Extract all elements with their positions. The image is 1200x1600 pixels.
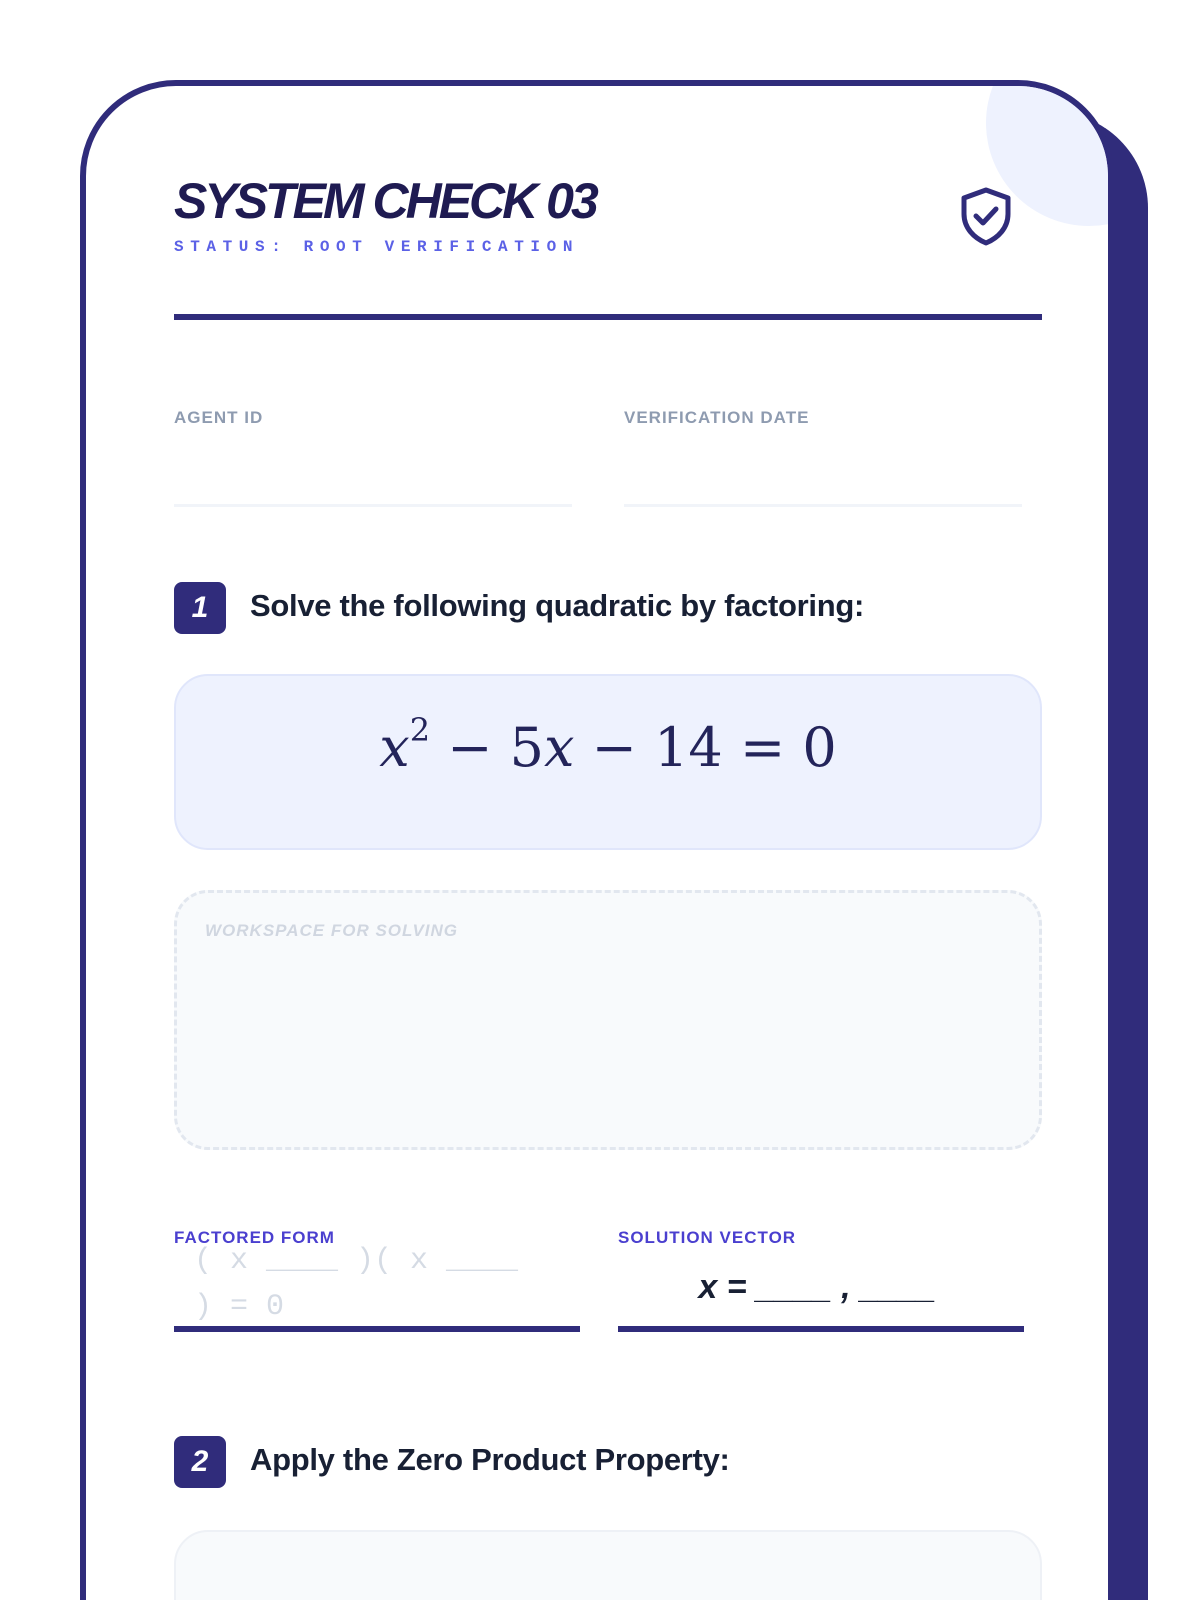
header-divider (174, 314, 1042, 320)
worksheet-card (80, 80, 1114, 1600)
equation-box (174, 674, 1042, 850)
quadratic-equation (176, 711, 1040, 779)
workspace-label: WORKSPACE FOR SOLVING (205, 921, 459, 940)
workspace-area[interactable] (174, 890, 1042, 1150)
question-1-badge: 1 (174, 582, 226, 634)
question-2-box[interactable] (174, 1530, 1042, 1600)
question-2-badge: 2 (174, 1436, 226, 1488)
page-title: SYSTEM CHECK 03 (174, 173, 596, 229)
shield-check-icon (954, 184, 1018, 248)
factored-form-label: FACTORED FORM (174, 1228, 335, 1247)
question-2-prompt: Apply the Zero Product Property: (250, 1442, 730, 1477)
solution-vector-label: SOLUTION VECTOR (618, 1228, 797, 1247)
agent-id-field[interactable] (174, 504, 572, 507)
equation-tail: − 14 = 0 (574, 716, 837, 779)
factored-form-underline (174, 1326, 580, 1332)
equation-exponent: 2 (409, 711, 431, 749)
solution-vector-underline (618, 1326, 1024, 1332)
question-1-prompt: Solve the following quadratic by factoring: (250, 588, 865, 623)
status-subtitle: STATUS: ROOT VERIFICATION (174, 238, 580, 256)
equation-variable: x (379, 716, 410, 779)
verification-date-label: VERIFICATION DATE (624, 408, 810, 427)
agent-id-label: AGENT ID (174, 408, 264, 427)
solution-vector-input[interactable]: x = ____ , ____ (698, 1268, 936, 1306)
equation-variable-2: x (544, 716, 575, 779)
factored-form-input[interactable]: ( x ____ )( x ____ ) = 0 (194, 1244, 519, 1324)
equation-middle-term: − 5 (430, 716, 545, 779)
verification-date-field[interactable] (624, 504, 1022, 507)
